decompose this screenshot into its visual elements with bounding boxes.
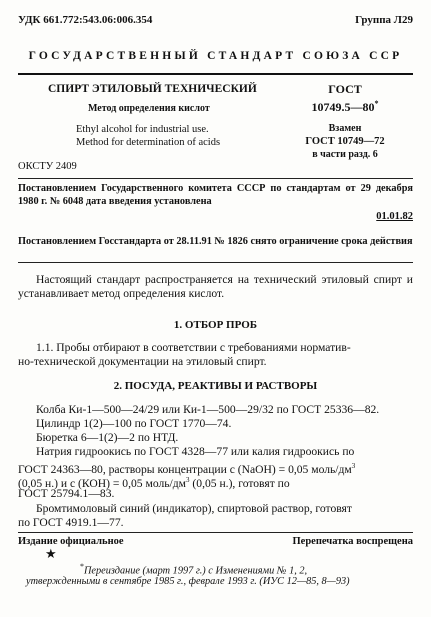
replaces-label: Взамен (328, 123, 362, 134)
reissue-note-text1: Переиздание (март 1997 г.) с Изменениями № 1, 2, (84, 565, 308, 577)
section2-line6-text-b: (0,05 н.), готовят по (189, 476, 290, 490)
reprint-prohibited: Перепечатка воспрещена (292, 536, 413, 547)
section1-p1-line1: 1.1. Пробы отбирают в соответствии с требованиями норматив- (36, 341, 351, 354)
replaces-gost: ГОСТ 10749—72 (305, 136, 385, 147)
decree2-text: Постановлением Госстандарта от 28.11.91 № 1826 снято ограничение срока действия (18, 236, 413, 247)
gost-star: * (374, 99, 379, 108)
section2-line6-text-a: (0,05 н.) и с (КОН) = 0,05 моль/дм (18, 476, 187, 490)
section2-line9: по ГОСТ 4919.1—77. (18, 516, 124, 529)
section2-line4: Натрия гидроокись по ГОСТ 4328—77 или калия гидроокись по (36, 445, 355, 458)
gost-number-text: 10749.5—80 (311, 100, 375, 114)
title-en-line2: Method for determination of acids (76, 137, 221, 148)
decree1-date: 01.01.82 (376, 211, 413, 222)
official-edition: Издание официальное (18, 536, 124, 547)
reissue-note-line2: утвержденными в сентябре 1985 г., феврале 1993 г. (ИУС 12—85, 8—93) (26, 576, 350, 587)
star-icon: ★ (45, 546, 57, 561)
title-rule (18, 178, 413, 179)
top-rule (18, 73, 413, 75)
intro-paragraph: Настоящий стандарт распространяется на технический этиловый спирт и устанавливает метод определения кислот. (18, 273, 413, 300)
footer-rule (18, 532, 413, 533)
decree-rule (18, 262, 413, 263)
section2-line3: Бюретка 6—1(2)—2 по НТД. (36, 431, 179, 444)
section2-line7: ГОСТ 25794.1—83. (18, 487, 115, 500)
note-star: * (80, 562, 84, 571)
section1-p1-line2: но-технической документации на этиловый спирт. (18, 355, 267, 368)
replaces-part: в части разд. 6 (312, 149, 378, 160)
subtitle-ru: Метод определения кислот (88, 103, 210, 114)
section2-line2: Цилиндр 1(2)—100 по ГОСТ 1770—74. (36, 417, 232, 430)
gost-number (290, 97, 400, 114)
title-ru: СПИРТ ЭТИЛОВЫЙ ТЕХНИЧЕСКИЙ (48, 83, 257, 95)
section2-line5-text: ГОСТ 24363—80, растворы концентрации с (NaOH) = 0,05 моль/дм (18, 462, 352, 476)
section1-heading: 1. ОТБОР ПРОБ (173, 319, 258, 331)
section2-heading: 2. ПОСУДА, РЕАКТИВЫ И РАСТВОРЫ (113, 380, 318, 392)
section2-line1: Колба Ки-1—500—24/29 или Ки-1—500—29/32 по ГОСТ 25336—82. (36, 403, 380, 416)
okstu: ОКСТУ 2409 (18, 161, 77, 172)
standard-banner: ГОСУДАРСТВЕННЫЙ СТАНДАРТ СОЮЗА ССР (28, 50, 403, 62)
decree1-text: Постановлением Государственного комитета СССР по стандартам от 29 декабря 1980 г. № 6048 дата введения установлена (18, 183, 413, 207)
section2-line6-sup: 3 (186, 476, 190, 484)
section2-line5-sup: 3 (351, 462, 356, 470)
section2-line8: Бромтимоловый синий (индикатор), спиртовой раствор, готовят (36, 502, 352, 515)
udk-code: УДК 661.772:543.06:006.354 (18, 14, 153, 26)
title-en-line1: Ethyl alcohol for industrial use. (76, 124, 209, 135)
gost-label: ГОСТ (328, 82, 362, 96)
group-code: Группа Л29 (355, 14, 413, 26)
